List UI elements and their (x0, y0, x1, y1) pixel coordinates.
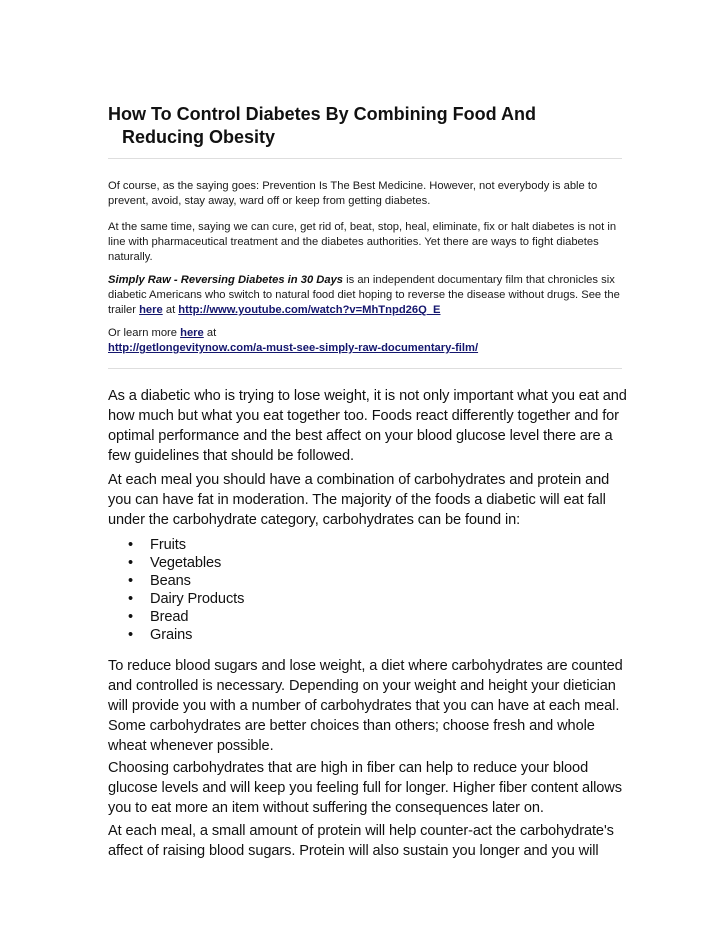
youtube-link[interactable]: http://www.youtube.com/watch?v=MhTnpd26Q_E (178, 304, 441, 316)
list-item (108, 590, 628, 608)
learn-more-text: Or learn more (108, 327, 181, 339)
list-item (108, 608, 628, 626)
body-paragraph-3: To reduce blood sugars and lose weight, a diet where carbohydrates are counted and controlled is necessary. Depending on your weight and height your dietician will provide you with a number of carbohydrates that you can have at each meal. Some carbohydrates are better choices than others; choose fresh and whole wheat whenever possible. (108, 658, 623, 754)
intro-paragraph-3 (108, 273, 622, 318)
list-item (108, 554, 628, 572)
list-item-label: Grains (150, 627, 193, 643)
page-title (108, 103, 622, 149)
intro-paragraph-4 (108, 326, 622, 356)
intro-paragraph-2: At the same time, saying we can cure, get rid of, beat, stop, heal, eliminate, fix or halt diabetes is not in line with pharmaceutical treatment and the diabetes authorities. Yet there are ways to fight diabetes naturally. (108, 221, 617, 263)
title-line-1: How To Control Diabetes By Combining Food And (108, 104, 536, 124)
body-paragraph-2: At each meal you should have a combination of carbohydrates and protein and you can have fat in moderation. The majority of the foods a diabetic will eat fall under the carbohydrate category, carbohydrates can be found in: (108, 472, 610, 528)
section-divider (108, 368, 622, 369)
body-paragraph-1: As a diabetic who is trying to lose weight, it is not only important what you eat and how much but what you eat together too. Foods react differently together and for optimal performance and the best affect on your blood glucose level there are a few guidelines that should be followed. (108, 388, 627, 464)
list-item (108, 626, 628, 644)
intro-paragraph-1: Of course, as the saying goes: Prevention Is The Best Medicine. However, not everybody is able to prevent, avoid, stay away, ward off or keep from getting diabetes. (108, 180, 598, 207)
list-item-label: Dairy Products (150, 591, 245, 607)
body-paragraph-5: At each meal, a small amount of protein will help counter-act the carbohydrate's affect of raising blood sugars. Protein will also sustain you longer and you will (108, 823, 614, 859)
trailer-here-link[interactable]: here (139, 304, 163, 316)
list-item-label: Bread (150, 609, 189, 625)
body-paragraph-4: Choosing carbohydrates that are high in fiber can help to reduce your blood glucose levels and will keep you feeling full for longer. Higher fiber content allows you to eat more an item without suffering the consequences later on. (108, 760, 622, 816)
bullet-glyph: • (128, 627, 134, 643)
learn-more-here-link[interactable]: here (180, 327, 204, 339)
longevity-link[interactable]: http://getlongevitynow.com/a-must-see-simply-raw-documentary-film/ (108, 342, 479, 354)
title-divider (108, 158, 622, 159)
film-title: Simply Raw - Reversing Diabetes in 30 Days (108, 274, 344, 286)
trailer-at-text: at (162, 304, 179, 316)
film-description: is an independent documentary film that chronicles six diabetic Americans who switch to natural food diet hoping to reverse the disease without drugs. See the trailer (108, 274, 620, 316)
list-item-label: Beans (150, 573, 191, 589)
title-line-2: Reducing Obesity (122, 127, 276, 147)
learn-more-at-text: at (203, 327, 217, 339)
bullet-glyph: • (128, 573, 134, 589)
list-item (108, 572, 628, 590)
list-item-label: Fruits (150, 537, 186, 553)
bullet-glyph: • (128, 537, 134, 553)
list-item-label: Vegetables (150, 555, 222, 571)
bullet-glyph: • (128, 591, 134, 607)
carbohydrate-list (108, 536, 628, 644)
bullet-glyph: • (128, 555, 134, 571)
list-item (108, 536, 628, 554)
bullet-glyph: • (128, 609, 134, 625)
